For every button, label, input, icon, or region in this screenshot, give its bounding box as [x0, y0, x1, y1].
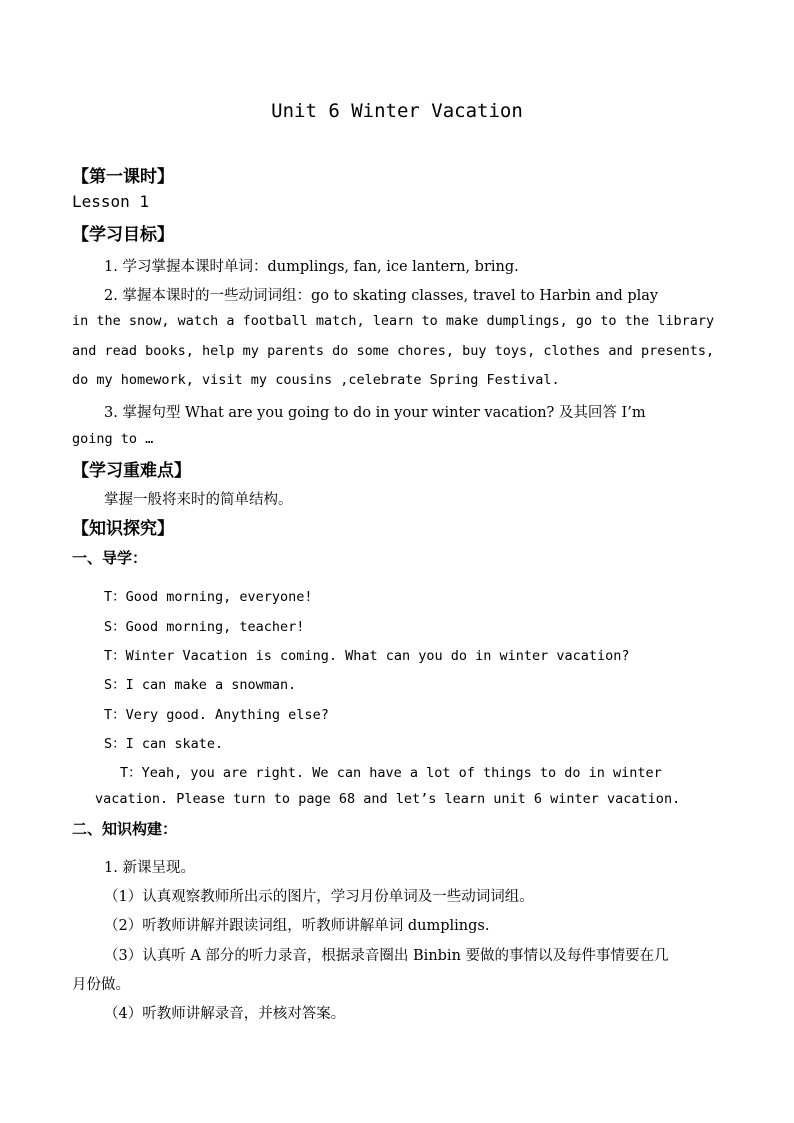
key-point: 掌握一般将来时的简单结构。 [104, 492, 293, 508]
lesson-label: Lesson 1 [72, 192, 150, 211]
section-first-lesson: 【第一课时】 [72, 167, 174, 187]
section-key-points: 【学习重难点】 [72, 461, 191, 481]
part1-title: 一、导学： [72, 549, 148, 567]
objective-line: in the snow, watch a football match, learn to make dumplings, go to the library [72, 313, 715, 329]
document-title: Unit 6 Winter Vacation [271, 100, 523, 122]
dialogue-line: S：I can make a snowman. [104, 677, 297, 693]
dialogue-line: T：Winter Vacation is coming. What can you do in winter vacation? [104, 648, 630, 664]
step-line: 1. 新课呈现。 [104, 860, 195, 876]
dialogue-line: S：I can skate. [104, 736, 224, 752]
objective-line: 2. 掌握本课时的一些动词词组：go to skating classes, travel to Harbin and play [104, 288, 659, 304]
objective-line: going to … [72, 431, 154, 447]
objective-line: 3. 掌握句型 What are you going to do in your winter vacation? 及其回答 I’m [104, 405, 646, 421]
dialogue-line: T：Yeah, you are right. We can have a lot of things to do in winter [120, 765, 662, 781]
dialogue-line: vacation. Please turn to page 68 and let’s learn unit 6 winter vacation. [95, 791, 681, 807]
objective-line: and read books, help my parents do some chores, buy toys, clothes and presents, [72, 343, 715, 359]
section-explore: 【知识探究】 [72, 519, 174, 539]
dialogue-line: S：Good morning, teacher! [104, 619, 305, 635]
step-line: 月份做。 [72, 977, 130, 993]
objective-line: 1. 学习掌握本课时单词：dumplings, fan, ice lantern, bring. [104, 259, 519, 275]
step-line: （1）认真观察教师所出示的图片，学习月份单词及一些动词词组。 [104, 889, 534, 905]
step-line: （3）认真听 A 部分的听力录音，根据录音圈出 Binbin 要做的事情以及每件事情要在几 [104, 948, 669, 964]
dialogue-line: T：Very good. Anything else? [104, 707, 329, 723]
objective-line: do my homework, visit my cousins ,celebrate Spring Festival. [72, 372, 560, 388]
part2-title: 二、知识构建： [72, 820, 178, 838]
section-objectives: 【学习目标】 [72, 225, 174, 245]
step-line: （2）听教师讲解并跟读词组，听教师讲解单词 dumplings. [104, 918, 490, 934]
step-line: （4）听教师讲解录音，并核对答案。 [104, 1006, 346, 1022]
dialogue-line: T：Good morning, everyone! [104, 589, 313, 605]
